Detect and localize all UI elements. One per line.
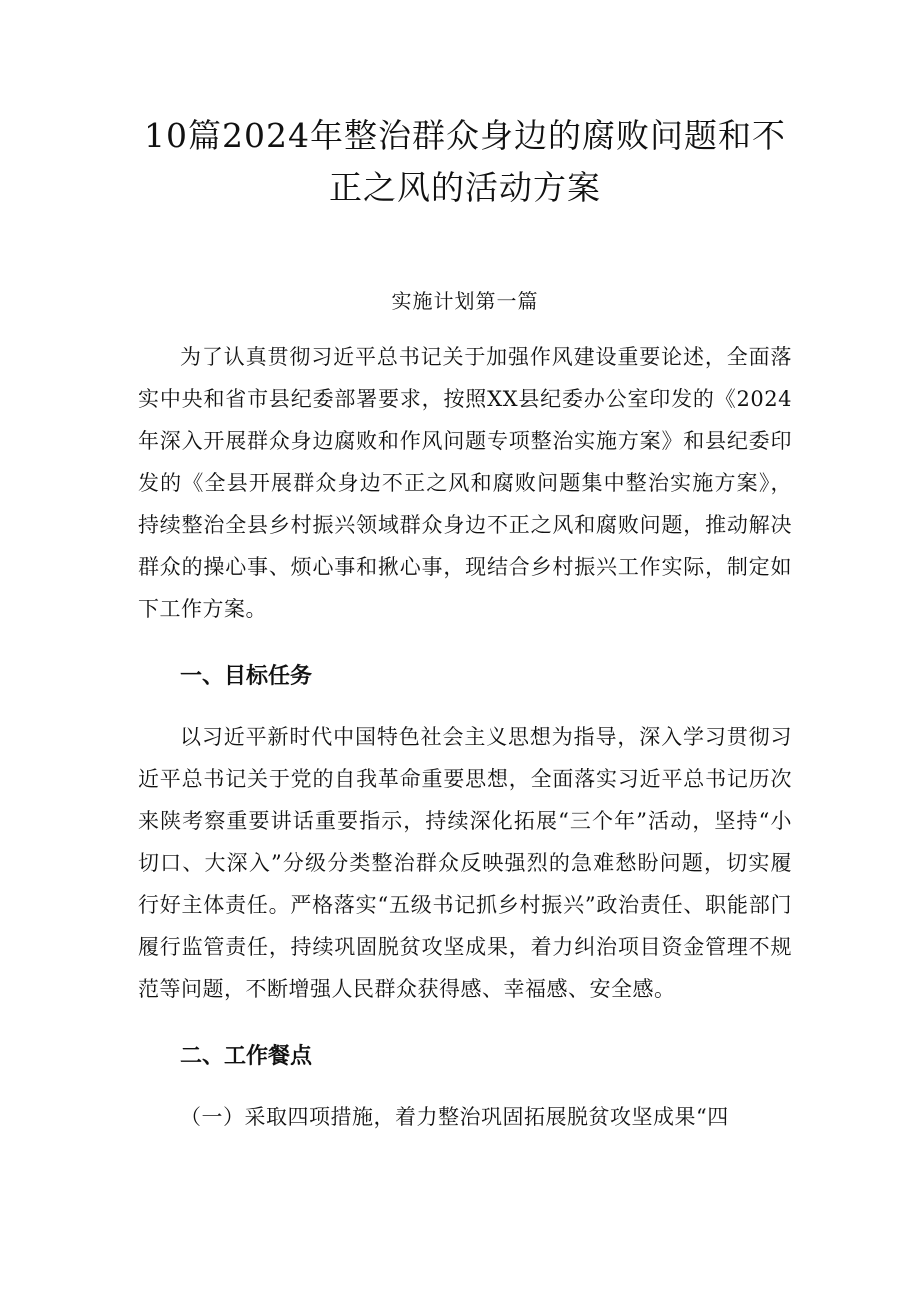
document-subtitle: 实施计划第一篇 <box>391 289 539 313</box>
document-title <box>138 110 792 214</box>
section-1-heading: 一、目标任务 <box>180 664 313 689</box>
intro-paragraph: 为了认真贯彻习近平总书记关于加强作风建设重要论述，全面落实中央和省市县纪委部署要求，按照XX县纪委办公室印发的《2024年深入开展群众身边腐败和作风问题专项整治实施方案》和县纪委印发的《全县开展群众身边不正之风和腐败问题集中整治实施方案》，持续整治全县乡村振兴领域群众身边不正之风和腐败问题，推动解决群众的操心事、烦心事和揪心事，现结合乡村振兴工作实际，制定如下工作方案。 <box>138 345 792 621</box>
section-2-paragraph: （一）采取四项措施，着力整治巩固拓展脱贫攻坚成果“四 <box>180 1105 729 1129</box>
title-line-2: 正之风的活动方案 <box>329 168 601 207</box>
section-2-heading: 二、工作餐点 <box>180 1044 313 1069</box>
section-1-paragraph: 以习近平新时代中国特色社会主义思想为指导，深入学习贯彻习近平总书记关于党的自我革命重要思想，全面落实习近平总书记历次来陕考察重要讲话重要指示，持续深化拓展“三个年”活动，坚持“小切口、大深入”分级分类整治群众反映强烈的急难愁盼问题，切实履行好主体责任。严格落实“五级书记抓乡村振兴”政治责任、职能部门履行监管责任，持续巩固脱贫攻坚成果，着力纠治项目资金管理不规范等问题，不断增强人民群众获得感、幸福感、安全感。 <box>138 725 792 1001</box>
title-line-1: 10篇2024年整治群众身边的腐败问题和不 <box>144 116 786 155</box>
